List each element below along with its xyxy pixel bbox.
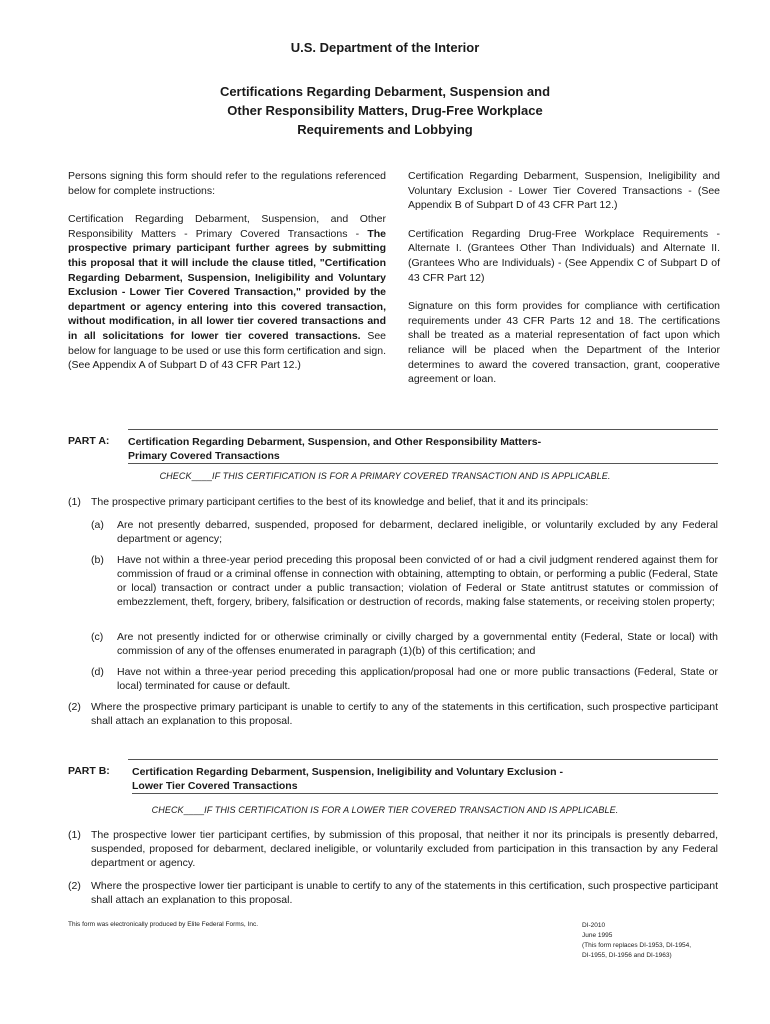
part-b-item2: Where the prospective lower tier participant is unable to certify to any of the statements in this certification, such prospective participant shall attach an explanation to this proposal. — [91, 880, 718, 906]
part-a-title-line: Primary Covered Transactions — [128, 450, 280, 462]
part-a-item-a-number: (a) — [91, 519, 104, 531]
primary-transactions-note — [68, 212, 386, 373]
part-b-item2-number: (2) — [68, 880, 81, 892]
intro-left-column — [68, 169, 386, 387]
part-a-item-c: Are not presently indicted for or otherwise criminally or civilly charged by a governmental entity (Federal, State or local) with commission of any of the offenses enumerated in paragraph (1)(b) of this certification; and — [117, 631, 718, 657]
part-b-item1: The prospective lower tier participant certifies, by submission of this proposal, that neither it nor its principals is presently debarred, suspended, proposed for debarment, declared ineligible, or voluntarily excluded from participation in this transaction by any Federal department or agency. — [91, 829, 718, 869]
part-a-label: PART A: — [68, 435, 110, 447]
primary-note-tail: See below for language to be used or use this form certification and sign. (See Appendix A of Subpart D of 43 CFR Part 12.) — [68, 329, 386, 372]
part-a-item2: Where the prospective primary participant is unable to certify to any of the statements in this certification, such prospective participant shall attach an explanation to this proposal. — [91, 701, 718, 727]
intro-instructions: Persons signing this form should refer to the regulations referenced below for complete instructions: — [68, 170, 386, 197]
part-b-title-line: Certification Regarding Debarment, Suspension, Ineligibility and Voluntary Exclusion - — [132, 766, 563, 778]
part-b-check-line — [0, 805, 770, 815]
part-a-item2-number: (2) — [68, 701, 81, 713]
form-date: June 1995 — [582, 932, 613, 939]
producer-note: This form was electronically produced by Elite Federal Forms, Inc. — [68, 921, 259, 928]
part-b-check-blank[interactable]: ____ — [183, 805, 205, 815]
form-replaces: (This form replaces DI-1953, DI-1954, — [582, 942, 692, 949]
part-a-item-b-number: (b) — [91, 554, 104, 566]
part-b-label: PART B: — [68, 765, 110, 777]
intro-right-column — [408, 169, 720, 401]
part-a-item-b: Have not within a three-year period preceding this proposal been convicted of or had a civil judgment rendered against them for commission of fraud or a criminal offense in connection with obtaining, attempting to obtain, or performing a public (Federal, State or local) transaction or contract under a public transaction; violation of Federal or State antitrust statutes or commission of embezzlement, theft, forgery, bribery, falsification or destruction of records, making false statements, or receiving stolen property; — [117, 554, 718, 608]
part-a-check-text: IF THIS CERTIFICATION IS FOR A PRIMARY COVERED TRANSACTION AND IS APPLICABLE. — [212, 471, 611, 481]
form-title-line: Requirements and Lobbying — [297, 122, 473, 137]
form-title — [150, 82, 620, 139]
part-b-check-prefix: CHECK — [151, 805, 184, 815]
part-a-item1-number: (1) — [68, 496, 81, 508]
part-a-check-prefix: CHECK — [159, 471, 192, 481]
part-a-check-blank[interactable]: ____ — [191, 471, 212, 481]
form-title-line: Other Responsibility Matters, Drug-Free Workplace — [227, 103, 543, 118]
primary-note-bold: The prospective primary participant further agrees by submitting this proposal that it will include the clause titled, "Certification Regarding Debarment, Suspension, Ineligibility and Voluntary Exclusion - Lower Tier Covered Transaction," provided by the department or agency entering into this covered transaction, without modification, in all lower tier covered transactions and in all solicitations for lower tier covered transactions. — [68, 227, 386, 342]
part-a-item-a: Are not presently debarred, suspended, proposed for debarment, declared ineligible, or voluntarily excluded by any Federal department or agency; — [117, 519, 718, 545]
part-b-bottom-rule — [132, 793, 718, 794]
part-b-title — [132, 765, 718, 793]
part-a-title-line: Certification Regarding Debarment, Suspension, and Other Responsibility Matters- — [128, 436, 542, 448]
form-replaces: DI-1955, DI-1956 and DI-1963) — [582, 952, 672, 959]
form-id: DI-2010 — [582, 922, 606, 929]
part-a-item1: The prospective primary participant certifies to the best of its knowledge and belief, that it and its principals: — [91, 496, 589, 508]
primary-note-text: Certification Regarding Debarment, Suspension, and Other Responsibility Matters - Primary Covered Transactions - — [68, 213, 386, 240]
part-a-item-d-number: (d) — [91, 666, 104, 678]
drug-free-note: Certification Regarding Drug-Free Workplace Requirements - Alternate I. (Grantees Other Than Individuals) and Alternate II. (Grantees Who are Individuals) - (See Appendix C of Subpart D of 43 CFR Part 12) — [408, 227, 720, 284]
part-a-title — [128, 435, 718, 463]
form-title-line: Certifications Regarding Debarment, Suspension and — [219, 84, 551, 99]
part-b-item1-number: (1) — [68, 829, 81, 841]
lower-tier-note: Certification Regarding Debarment, Suspension, Ineligibility and Voluntary Exclusion - Lower Tier Covered Transactions - (See Appendix B of Subpart D of 43 CFR Part 12.) — [408, 170, 720, 212]
part-a-item-d: Have not within a three-year period preceding this application/proposal had one or more public transactions (Federal, State or local) terminated for cause or default. — [117, 666, 718, 692]
signature-note: Signature on this form provides for compliance with certification requirements under 43 CFR Parts 12 and 18. The certifications shall be treated as a material representation of fact upon which reliance will be placed when the Department of the Interior determines to award the covered transaction, grant, cooperative agreement or loan. — [408, 300, 720, 386]
part-a-item-c-number: (c) — [91, 631, 104, 643]
part-b-title-line: Lower Tier Covered Transactions — [132, 780, 298, 792]
part-a-top-rule — [128, 429, 718, 430]
form-identifier-block — [582, 921, 691, 961]
part-b-top-rule — [128, 759, 718, 760]
department-heading: U.S. Department of the Interior — [290, 40, 480, 55]
part-b-check-text: IF THIS CERTIFICATION IS FOR A LOWER TIER COVERED TRANSACTION AND IS APPLICABLE. — [204, 805, 619, 815]
part-a-check-line — [0, 471, 770, 481]
part-a-bottom-rule — [128, 463, 718, 464]
